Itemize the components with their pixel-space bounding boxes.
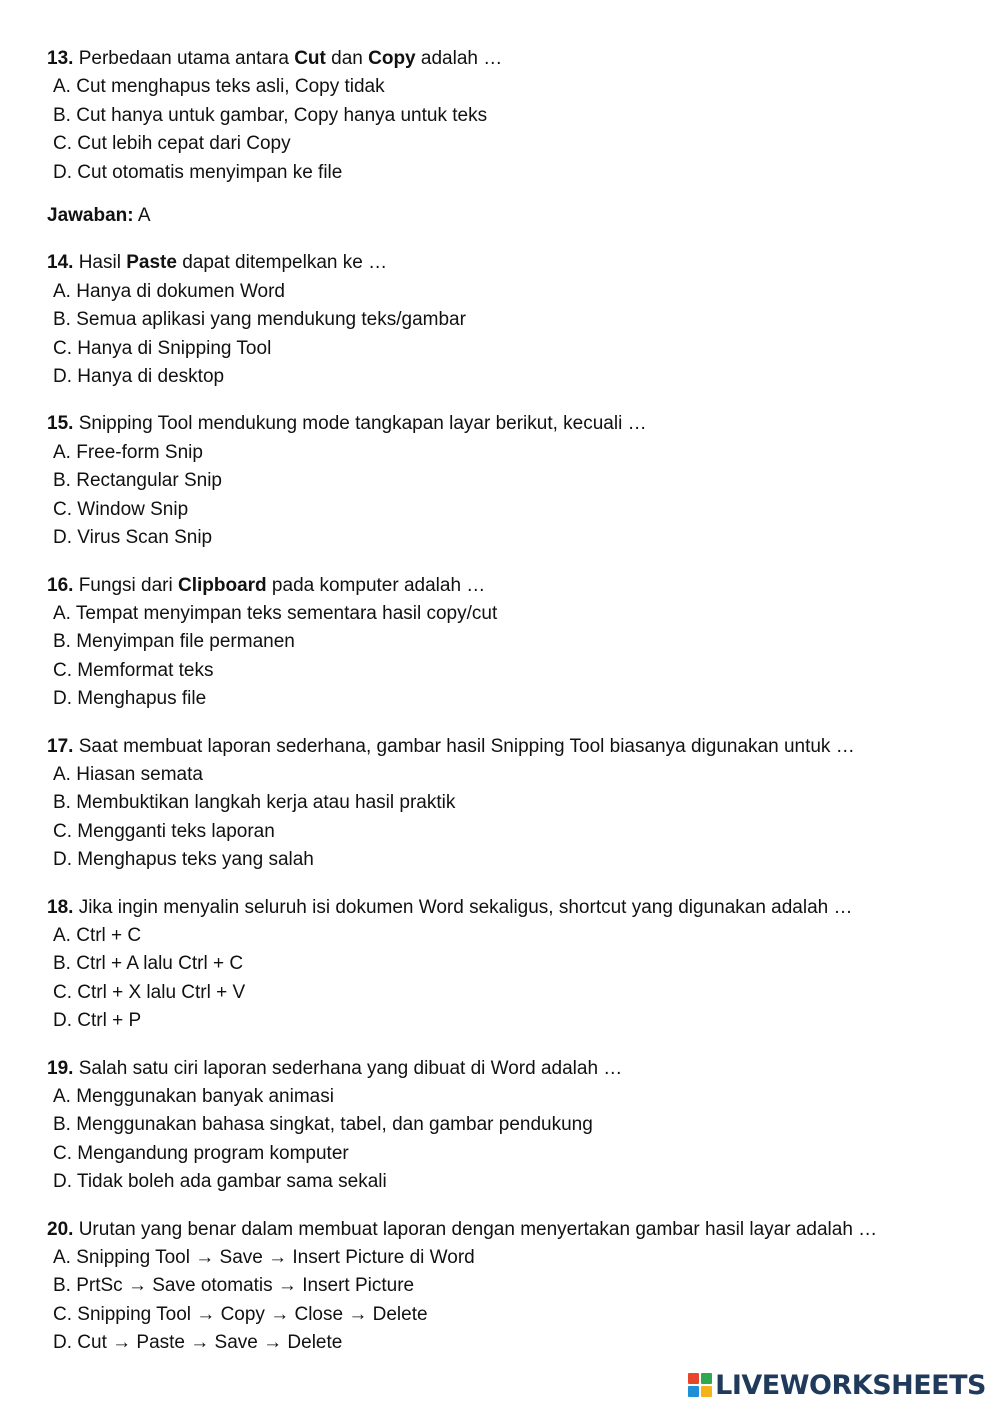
keyword-cut: Cut xyxy=(294,48,326,69)
question-text: 20. Urutan yang benar dalam membuat laporan dengan menyertakan gambar hasil layar adalah … xyxy=(47,1218,878,1240)
question-number: 14. xyxy=(47,252,74,274)
logo-tile-i xyxy=(701,1373,712,1384)
question-13 xyxy=(47,45,967,187)
logo-tile-l xyxy=(688,1373,699,1384)
option-b: B. PrtSc → Save otomatis → Insert Picture xyxy=(53,1275,415,1297)
worksheet-page xyxy=(47,45,967,1377)
question-number: 15. xyxy=(47,413,74,435)
option-a: A. Hiasan semata xyxy=(53,763,203,785)
question-text: 14. Hasil Paste dapat ditempelkan ke … xyxy=(47,252,388,274)
liveworksheets-logo xyxy=(688,1365,986,1405)
option-c: C. Snipping Tool → Copy → Close → Delete xyxy=(53,1303,428,1325)
question-number: 13. xyxy=(47,48,74,69)
option-c: C. Cut lebih cepat dari Copy xyxy=(53,133,291,155)
option-c: C. Mengganti teks laporan xyxy=(53,820,275,842)
option-d: D. Ctrl + P xyxy=(53,1010,142,1032)
answer-value: A xyxy=(137,205,151,227)
question-19 xyxy=(47,1055,967,1197)
option-a: A. Cut menghapus teks asli, Copy tidak xyxy=(53,76,385,98)
option-a: A. Snipping Tool → Save → Insert Picture di Word xyxy=(53,1247,475,1269)
option-d: D. Cut → Paste → Save → Delete xyxy=(53,1332,343,1354)
question-17 xyxy=(47,733,967,875)
question-18 xyxy=(47,894,967,1036)
answer-label: Jawaban: xyxy=(47,205,134,227)
option-c: C. Memformat teks xyxy=(53,659,214,681)
option-a: A. Free-form Snip xyxy=(53,441,203,463)
option-d: D. Cut otomatis menyimpan ke file xyxy=(53,161,343,183)
keyword-paste: Paste xyxy=(126,252,177,274)
option-c: C. Window Snip xyxy=(53,498,189,520)
liveworksheets-wordmark: LIVEWORKSHEETS xyxy=(715,1369,986,1401)
option-d: D. Virus Scan Snip xyxy=(53,527,213,549)
option-d: D. Hanya di desktop xyxy=(53,366,225,388)
question-number: 19. xyxy=(47,1057,74,1079)
question-text: 18. Jika ingin menyalin seluruh isi dokumen Word sekaligus, shortcut yang digunakan adalah … xyxy=(47,896,853,918)
option-c: C. Hanya di Snipping Tool xyxy=(53,337,272,359)
option-a: A. Tempat menyimpan teks sementara hasil copy/cut xyxy=(53,602,498,624)
logo-tile-v xyxy=(688,1386,699,1397)
option-d: D. Menghapus teks yang salah xyxy=(53,849,314,871)
liveworksheets-logo-icon xyxy=(688,1373,712,1397)
keyword-copy: Copy xyxy=(368,48,416,69)
question-15 xyxy=(47,410,967,552)
option-b: B. Cut hanya untuk gambar, Copy hanya untuk teks xyxy=(53,104,488,126)
option-a: A. Menggunakan banyak animasi xyxy=(53,1086,334,1107)
question-14 xyxy=(47,249,967,391)
option-b: B. Semua aplikasi yang mendukung teks/gambar xyxy=(53,309,466,331)
question-text: 19. Salah satu ciri laporan sederhana yang dibuat di Word adalah … xyxy=(47,1057,623,1079)
option-c: C. Ctrl + X lalu Ctrl + V xyxy=(53,981,246,1003)
question-number: 20. xyxy=(47,1218,74,1240)
question-16 xyxy=(47,572,967,714)
option-c: C. Mengandung program komputer xyxy=(53,1142,349,1164)
question-number: 17. xyxy=(47,735,74,757)
question-text: 15. Snipping Tool mendukung mode tangkapan layar berikut, kecuali … xyxy=(47,413,647,435)
answer-13 xyxy=(47,202,967,230)
logo-tile-e xyxy=(701,1386,712,1397)
option-a: A. Ctrl + C xyxy=(53,924,142,946)
option-b: B. Menggunakan bahasa singkat, tabel, dan gambar pendukung xyxy=(53,1114,593,1136)
question-number: 18. xyxy=(47,896,74,918)
question-text: 17. Saat membuat laporan sederhana, gambar hasil Snipping Tool biasanya digunakan untuk … xyxy=(47,735,855,757)
option-d: D. Tidak boleh ada gambar sama sekali xyxy=(53,1171,387,1193)
option-b: B. Membuktikan langkah kerja atau hasil praktik xyxy=(53,792,456,814)
question-text: 13. Perbedaan utama antara Cut dan Copy adalah … xyxy=(47,48,503,69)
option-b: B. Menyimpan file permanen xyxy=(53,631,295,653)
question-number: 16. xyxy=(47,574,74,596)
option-a: A. Hanya di dokumen Word xyxy=(53,280,285,302)
keyword-clipboard: Clipboard xyxy=(177,574,267,596)
question-20 xyxy=(47,1216,967,1358)
option-b: B. Ctrl + A lalu Ctrl + C xyxy=(53,953,244,975)
option-b: B. Rectangular Snip xyxy=(53,470,222,492)
question-text: 16. Fungsi dari Clipboard pada komputer adalah … xyxy=(47,574,486,596)
option-d: D. Menghapus file xyxy=(53,688,207,710)
